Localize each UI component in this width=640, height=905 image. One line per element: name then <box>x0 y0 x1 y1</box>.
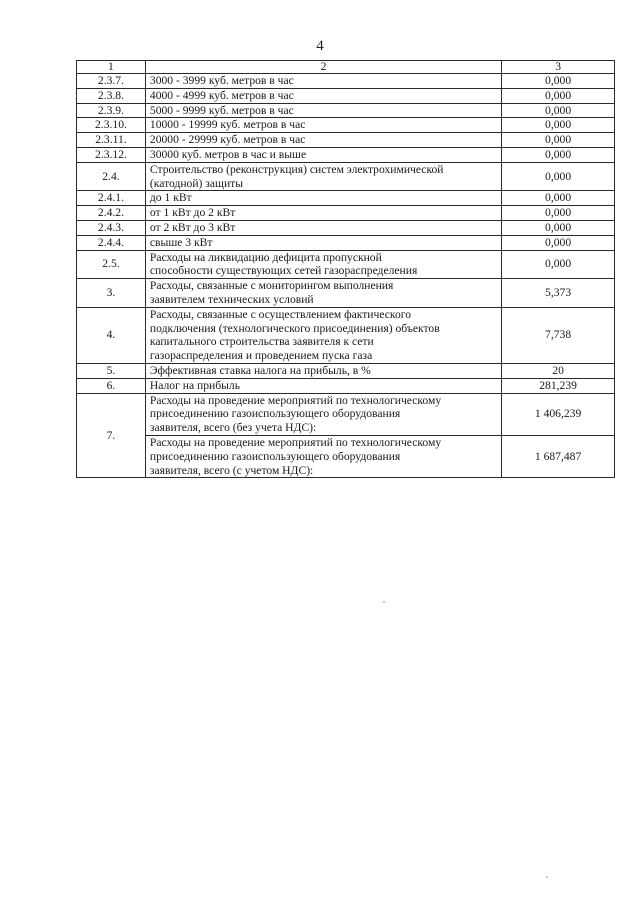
table-row <box>77 133 615 148</box>
row-value: 0,000 <box>502 206 615 221</box>
row-description-line: Налог на прибыль <box>149 378 240 392</box>
table-row <box>77 279 615 308</box>
row-description <box>145 147 501 162</box>
table-row <box>77 378 615 393</box>
row-description-line: 3000 - 3999 куб. метров в час <box>149 74 294 87</box>
tariff-table <box>76 60 615 478</box>
row-value: 0,000 <box>502 74 615 89</box>
row-description-line: 20000 - 29999 куб. метров в час <box>149 133 306 147</box>
row-description <box>145 235 501 250</box>
table-row <box>77 74 615 89</box>
row-description <box>145 162 501 191</box>
column-header-description: 2 <box>145 61 501 74</box>
row-description-line: присоединению газоиспользующего оборудования <box>149 449 401 463</box>
row-number: 2.4.4. <box>77 235 146 250</box>
column-header-value: 3 <box>502 61 615 74</box>
row-description-line: Расходы на ликвидацию дефицита пропускной <box>149 250 382 264</box>
row-number: 6. <box>77 378 146 393</box>
row-description <box>145 393 501 435</box>
row-description-line: заявителем технических условий <box>149 292 314 306</box>
table-row <box>77 363 615 378</box>
scan-speck <box>383 601 385 603</box>
row-value: 0,000 <box>502 235 615 250</box>
row-description-line: заявителя, всего (без учета НДС): <box>149 421 317 435</box>
row-value: 0,000 <box>502 118 615 133</box>
row-number: 7. <box>77 393 146 478</box>
row-number: 2.4.3. <box>77 220 146 235</box>
row-description-line: Эффективная ставка налога на прибыль, в % <box>149 363 371 377</box>
row-description <box>145 133 501 148</box>
row-number: 5. <box>77 363 146 378</box>
row-number: 2.3.10. <box>77 118 146 133</box>
table-row <box>77 118 615 133</box>
column-header-number: 1 <box>77 61 146 74</box>
row-value: 0,000 <box>502 250 615 279</box>
row-description-line: до 1 кВт <box>149 191 192 205</box>
row-description-line: присоединению газоиспользующего оборудования <box>149 407 401 421</box>
row-description <box>145 118 501 133</box>
row-number: 4. <box>77 307 146 363</box>
row-value: 0,000 <box>502 133 615 148</box>
row-number: 2.4. <box>77 162 146 191</box>
table-row <box>77 393 615 435</box>
table-row <box>77 220 615 235</box>
table-row <box>77 307 615 363</box>
row-value: 0,000 <box>502 88 615 103</box>
row-description <box>145 279 501 308</box>
row-value: 0,000 <box>502 191 615 206</box>
row-description <box>145 378 501 393</box>
row-value: 1 406,239 <box>502 393 615 435</box>
row-description-line: подключения (технологического присоединения) объектов <box>149 321 440 335</box>
row-description-line: Расходы на проведение мероприятий по технологическому <box>149 435 442 449</box>
row-value: 0,000 <box>502 162 615 191</box>
table-row <box>77 435 615 477</box>
row-description-line: Расходы, связанные с мониторингом выполнения <box>149 279 394 293</box>
table-header-row <box>77 61 615 74</box>
row-description <box>145 363 501 378</box>
row-description-line: способности существующих сетей газораспределения <box>149 264 418 278</box>
row-description-line: Строительство (реконструкция) систем электрохимической <box>149 162 444 176</box>
row-number: 3. <box>77 279 146 308</box>
row-description <box>145 88 501 103</box>
row-description-line: Расходы, связанные с осуществлением фактического <box>149 307 412 321</box>
row-description <box>145 435 501 477</box>
row-value: 281,239 <box>502 378 615 393</box>
row-value: 7,738 <box>502 307 615 363</box>
table-row <box>77 235 615 250</box>
row-description-line: свыше 3 кВт <box>149 235 213 249</box>
row-number: 2.5. <box>77 250 146 279</box>
row-description-line: 5000 - 9999 куб. метров в час <box>149 103 294 117</box>
row-description <box>145 103 501 118</box>
table-row <box>77 147 615 162</box>
row-value: 5,373 <box>502 279 615 308</box>
row-number: 2.3.9. <box>77 103 146 118</box>
row-description-line: от 2 кВт до 3 кВт <box>149 220 236 234</box>
row-value: 0,000 <box>502 220 615 235</box>
row-description-line: газораспределения и проведением пуска газа <box>149 349 373 363</box>
table-row <box>77 191 615 206</box>
scan-speck <box>546 876 548 878</box>
table-row <box>77 162 615 191</box>
page-number: 4 <box>316 38 324 54</box>
row-description-line: капитального строительства заявителя к сети <box>149 335 374 349</box>
row-number: 2.3.12. <box>77 147 146 162</box>
row-description <box>145 74 501 89</box>
table-row <box>77 250 615 279</box>
row-number: 2.4.2. <box>77 206 146 221</box>
row-description <box>145 250 501 279</box>
row-description-line: заявителя, всего (с учетом НДС): <box>149 463 314 477</box>
row-description-line: 4000 - 4999 куб. метров в час <box>149 88 294 102</box>
row-description-line: от 1 кВт до 2 кВт <box>149 206 236 220</box>
row-value: 20 <box>502 363 615 378</box>
row-description <box>145 220 501 235</box>
row-description-line: Расходы на проведение мероприятий по технологическому <box>149 393 442 407</box>
table-row <box>77 103 615 118</box>
row-description <box>145 307 501 363</box>
row-number: 2.4.1. <box>77 191 146 206</box>
row-description-line: 10000 - 19999 куб. метров в час <box>149 118 306 132</box>
row-description-line: (катодной) защиты <box>149 176 244 190</box>
row-description <box>145 206 501 221</box>
table-row <box>77 88 615 103</box>
table-row <box>77 206 615 221</box>
row-description-line: 30000 куб. метров в час и выше <box>149 147 307 161</box>
row-value: 1 687,487 <box>502 435 615 477</box>
row-value: 0,000 <box>502 103 615 118</box>
row-description <box>145 191 501 206</box>
row-number: 2.3.11. <box>77 133 146 148</box>
row-value: 0,000 <box>502 147 615 162</box>
row-number: 2.3.8. <box>77 88 146 103</box>
row-number: 2.3.7. <box>77 74 146 89</box>
